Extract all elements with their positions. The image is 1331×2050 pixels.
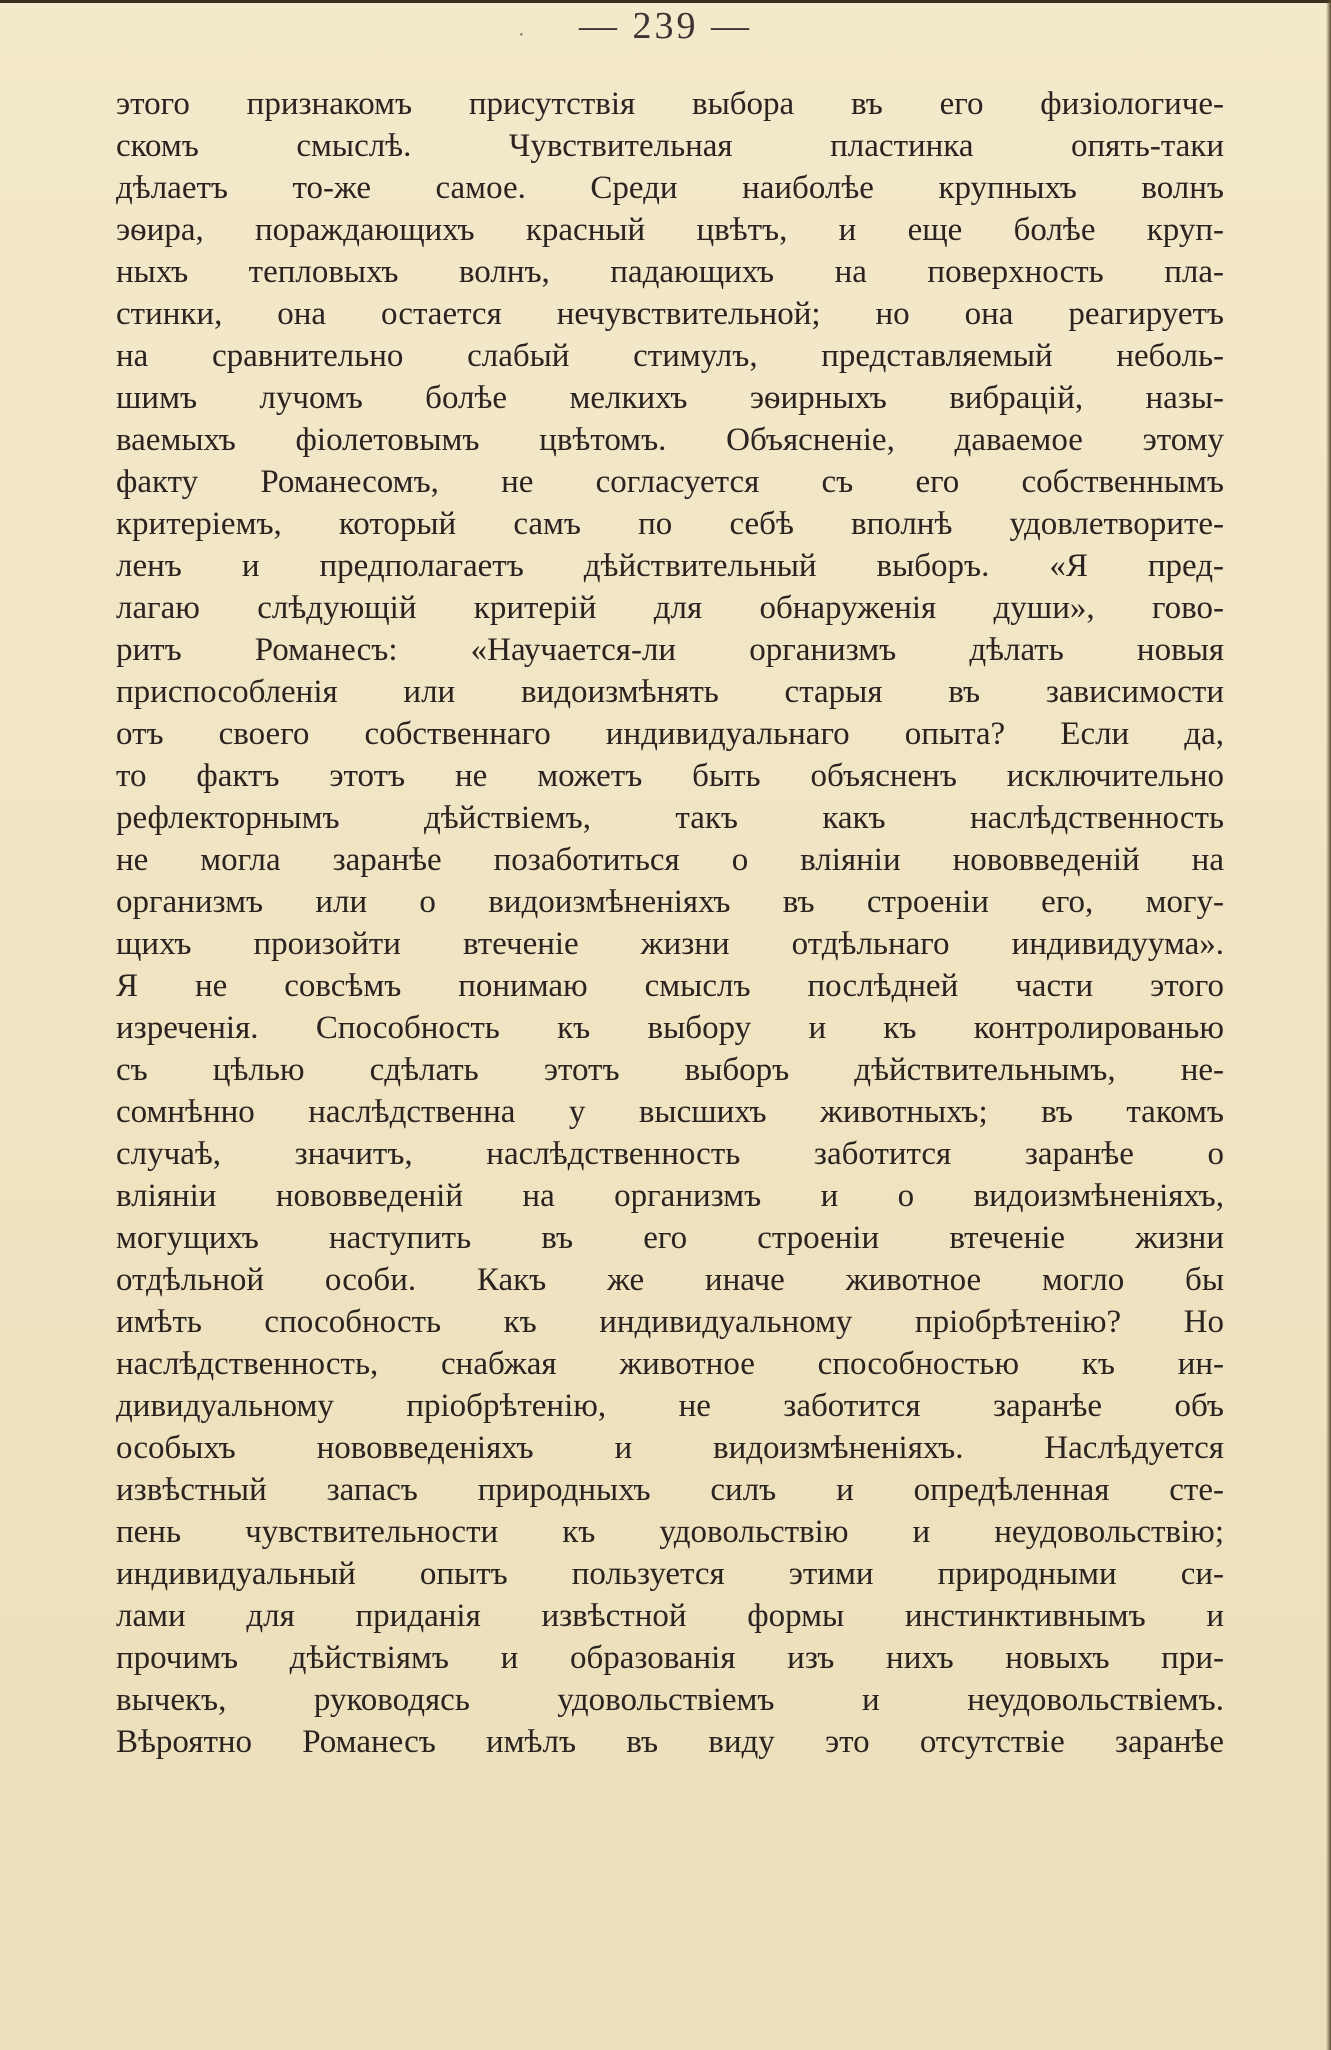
- text-line: случаѣ, значитъ, наслѣдственность заботится заранѣе о: [116, 1136, 1224, 1172]
- text-line: изреченія. Способность къ выбору и къ контролированью: [116, 1010, 1224, 1046]
- text-line: извѣстный запасъ природныхъ силъ и опредѣленная сте-: [116, 1472, 1224, 1508]
- text-line: особыхъ нововведеніяхъ и видоизмѣненіяхъ. Наслѣдуется: [116, 1430, 1224, 1466]
- text-line: факту Романесомъ, не согласуется съ его собственнымъ: [116, 464, 1224, 500]
- text-line: вычекъ, руководясь удовольствіемъ и неудовольствіемъ.: [116, 1682, 1224, 1718]
- text-line: Я не совсѣмъ понимаю смыслъ послѣдней части этого: [116, 968, 1224, 1004]
- text-line: шимъ лучомъ болѣе мелкихъ эѳирныхъ вибрацій, назы-: [116, 380, 1224, 416]
- text-line: ленъ и предполагаетъ дѣйствительный выборъ. «Я пред-: [116, 548, 1224, 584]
- text-line: съ цѣлью сдѣлать этотъ выборъ дѣйствительнымъ, не-: [116, 1052, 1224, 1088]
- text-line: приспособленія или видоизмѣнять старыя въ зависимости: [116, 674, 1224, 710]
- text-line: наслѣдственность, снабжая животное способностью къ ин-: [116, 1346, 1224, 1382]
- text-line: ваемыхъ фіолетовымъ цвѣтомъ. Объясненіе, даваемое этому: [116, 422, 1224, 458]
- page-right-edge: [1326, 0, 1331, 2050]
- text-line: стинки, она остается нечувствительной; но она реагируетъ: [116, 296, 1224, 332]
- header-dot: ·: [518, 24, 525, 46]
- text-line: прочимъ дѣйствіямъ и образованія изъ нихъ новыхъ при-: [116, 1640, 1224, 1676]
- text-line: отдѣльной особи. Какъ же иначе животное могло бы: [116, 1262, 1224, 1298]
- text-line: дивидуальному пріобрѣтенію, не заботится заранѣе объ: [116, 1388, 1224, 1424]
- text-line: отъ своего собственнаго индивидуальнаго опыта? Если да,: [116, 716, 1224, 752]
- text-line: ритъ Романесъ: «Научается-ли организмъ дѣлать новыя: [116, 632, 1224, 668]
- body-text: [116, 83, 1224, 1763]
- text-line: скомъ смыслѣ. Чувствительная пластинка опять-таки: [116, 128, 1224, 164]
- text-line: критеріемъ, который самъ по себѣ вполнѣ удовлетворите-: [116, 506, 1224, 542]
- text-line: пень чувствительности къ удовольствію и неудовольствію;: [116, 1514, 1224, 1550]
- text-line: сомнѣнно наслѣдственна у высшихъ животныхъ; въ такомъ: [116, 1094, 1224, 1130]
- text-line: могущихъ наступить въ его строеніи втеченіе жизни: [116, 1220, 1224, 1256]
- text-line: лами для приданія извѣстной формы инстинктивнымъ и: [116, 1598, 1224, 1634]
- text-line: организмъ или о видоизмѣненіяхъ въ строеніи его, могу-: [116, 884, 1224, 920]
- text-line: дѣлаетъ то-же самое. Среди наиболѣе крупныхъ волнъ: [116, 170, 1224, 206]
- text-line: Вѣроятно Романесъ имѣлъ въ виду это отсутствіе заранѣе: [116, 1724, 1224, 1760]
- text-line: то фактъ этотъ не можетъ быть объясненъ исключительно: [116, 758, 1224, 794]
- text-line: эѳира, пораждающихъ красный цвѣтъ, и еще болѣе круп-: [116, 212, 1224, 248]
- text-line: вліяніи нововведеній на организмъ и о видоизмѣненіяхъ,: [116, 1178, 1224, 1214]
- text-line: индивидуальный опытъ пользуется этими природными си-: [116, 1556, 1224, 1592]
- text-line: имѣть способность къ индивидуальному пріобрѣтенію? Но: [116, 1304, 1224, 1340]
- text-line: лагаю слѣдующій критерій для обнаруженія души», гово-: [116, 590, 1224, 626]
- text-line: щихъ произойти втеченіе жизни отдѣльнаго индивидуума».: [116, 926, 1224, 962]
- text-line: рефлекторнымъ дѣйствіемъ, такъ какъ наслѣдственность: [116, 800, 1224, 836]
- page-number: — 239 —: [579, 5, 752, 47]
- text-line: не могла заранѣе позаботиться о вліяніи нововведеній на: [116, 842, 1224, 878]
- page-top-edge: [0, 0, 1331, 3]
- text-line: на сравнительно слабый стимулъ, представляемый неболь-: [116, 338, 1224, 374]
- text-line: ныхъ тепловыхъ волнъ, падающихъ на поверхность пла-: [116, 254, 1224, 290]
- text-line: этого признакомъ присутствія выбора въ его физіологиче-: [116, 86, 1224, 122]
